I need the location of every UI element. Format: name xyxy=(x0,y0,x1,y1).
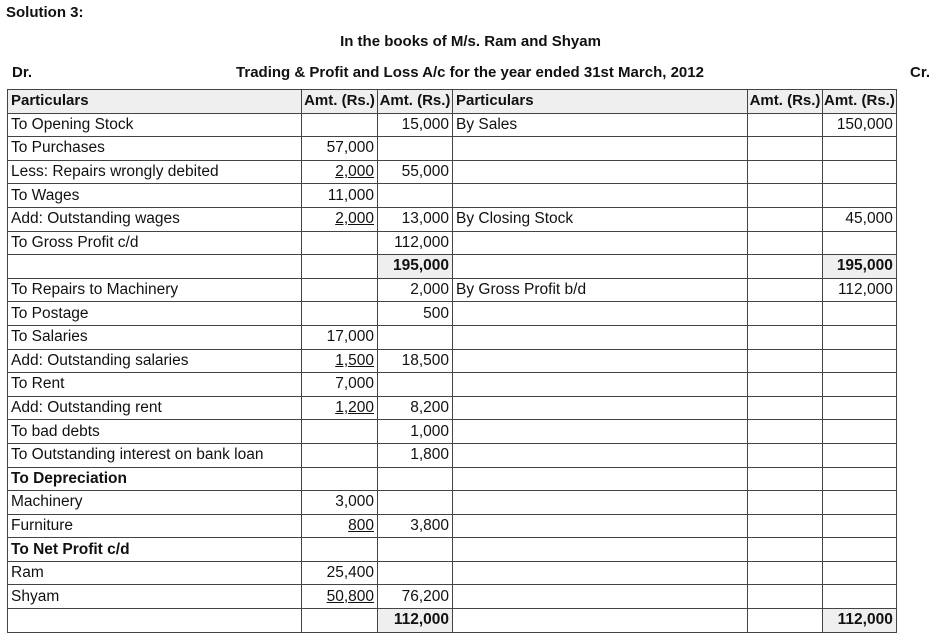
debit-amount-1 xyxy=(302,302,378,326)
debit-amount-2: 8,200 xyxy=(378,396,453,420)
debit-particulars: Machinery xyxy=(8,491,302,515)
debit-particulars: To Wages xyxy=(8,184,302,208)
credit-amount-2 xyxy=(823,467,897,491)
debit-particulars: Furniture xyxy=(8,514,302,538)
table-row xyxy=(8,373,897,397)
debit-amount-1 xyxy=(302,585,378,609)
header-particulars-debit: Particulars xyxy=(8,90,302,114)
debit-amount-2 xyxy=(378,538,453,562)
debit-particulars: To Gross Profit c/d xyxy=(8,231,302,255)
header-amount-debit-1: Amt. (Rs.) xyxy=(302,90,378,114)
debit-amount-1 xyxy=(302,255,378,279)
credit-particulars xyxy=(453,514,748,538)
credit-amount-2 xyxy=(823,561,897,585)
credit-amount-1 xyxy=(748,278,823,302)
debit-amount-2: 1,000 xyxy=(378,420,453,444)
debit-amount-2: 76,200 xyxy=(378,585,453,609)
credit-particulars xyxy=(453,585,748,609)
header-amount-credit-1: Amt. (Rs.) xyxy=(748,90,823,114)
debit-amount-2: 15,000 xyxy=(378,113,453,137)
header-row xyxy=(8,90,897,114)
credit-particulars xyxy=(453,396,748,420)
credit-amount-2 xyxy=(823,514,897,538)
credit-amount-1 xyxy=(748,255,823,279)
credit-total: 195,000 xyxy=(823,255,897,279)
debit-amount-1: 7,000 xyxy=(302,373,378,397)
underlined-amount: 50,800 xyxy=(326,587,374,605)
underlined-amount: 2,000 xyxy=(335,210,374,228)
credit-amount-2 xyxy=(823,137,897,161)
credit-amount-2 xyxy=(823,184,897,208)
credit-amount-2 xyxy=(823,491,897,515)
credit-particulars xyxy=(453,160,748,184)
debit-particulars: To Rent xyxy=(8,373,302,397)
credit-amount-2: 45,000 xyxy=(823,207,897,231)
debit-amount-2 xyxy=(378,325,453,349)
underlined-amount: 1,500 xyxy=(335,351,374,369)
account-title-row xyxy=(8,64,932,84)
total-row xyxy=(8,609,897,633)
credit-particulars xyxy=(453,467,748,491)
credit-particulars xyxy=(453,443,748,467)
debit-section-heading: To Depreciation xyxy=(8,467,302,491)
credit-amount-1 xyxy=(748,609,823,633)
credit-particulars xyxy=(453,137,748,161)
debit-total: 195,000 xyxy=(378,255,453,279)
debit-amount-1 xyxy=(302,278,378,302)
debit-amount-2: 18,500 xyxy=(378,349,453,373)
underlined-amount: 800 xyxy=(348,516,374,534)
debit-particulars: Add: Outstanding wages xyxy=(8,207,302,231)
debit-particulars xyxy=(8,255,302,279)
debit-particulars: Shyam xyxy=(8,585,302,609)
total-row xyxy=(8,255,897,279)
debit-label: Dr. xyxy=(12,64,33,81)
credit-amount-1 xyxy=(748,467,823,491)
debit-amount-2: 1,800 xyxy=(378,443,453,467)
books-heading: In the books of M/s. Ram and Shyam xyxy=(340,33,601,50)
debit-total: 112,000 xyxy=(378,609,453,633)
debit-particulars: To bad debts xyxy=(8,420,302,444)
credit-amount-2 xyxy=(823,302,897,326)
table-row xyxy=(8,278,897,302)
debit-particulars xyxy=(8,609,302,633)
debit-particulars: To Salaries xyxy=(8,325,302,349)
table-row xyxy=(8,561,897,585)
debit-amount-2: 500 xyxy=(378,302,453,326)
credit-total: 112,000 xyxy=(823,609,897,633)
credit-particulars xyxy=(453,255,748,279)
debit-amount-1 xyxy=(302,467,378,491)
credit-label: Cr. xyxy=(909,64,930,81)
debit-amount-2: 55,000 xyxy=(378,160,453,184)
credit-amount-2 xyxy=(823,585,897,609)
credit-amount-1 xyxy=(748,325,823,349)
debit-amount-1: 25,400 xyxy=(302,561,378,585)
table-row xyxy=(8,585,897,609)
credit-amount-1 xyxy=(748,514,823,538)
credit-amount-2 xyxy=(823,160,897,184)
debit-particulars: Ram xyxy=(8,561,302,585)
credit-amount-1 xyxy=(748,302,823,326)
debit-amount-1 xyxy=(302,207,378,231)
table-row xyxy=(8,113,897,137)
debit-amount-1 xyxy=(302,231,378,255)
credit-particulars xyxy=(453,491,748,515)
trading-pl-table xyxy=(7,89,897,633)
credit-amount-1 xyxy=(748,491,823,515)
credit-amount-1 xyxy=(748,443,823,467)
credit-amount-1 xyxy=(748,373,823,397)
debit-particulars: To Outstanding interest on bank loan xyxy=(8,443,302,467)
debit-amount-2 xyxy=(378,467,453,491)
debit-amount-1 xyxy=(302,160,378,184)
credit-particulars: By Gross Profit b/d xyxy=(453,278,748,302)
credit-amount-1 xyxy=(748,231,823,255)
debit-amount-1: 3,000 xyxy=(302,491,378,515)
credit-amount-1 xyxy=(748,207,823,231)
debit-particulars: Add: Outstanding salaries xyxy=(8,349,302,373)
credit-amount-1 xyxy=(748,160,823,184)
debit-amount-2 xyxy=(378,184,453,208)
credit-particulars xyxy=(453,349,748,373)
credit-particulars xyxy=(453,373,748,397)
debit-amount-1 xyxy=(302,538,378,562)
debit-particulars: To Repairs to Machinery xyxy=(8,278,302,302)
credit-amount-2 xyxy=(823,443,897,467)
header-particulars-credit: Particulars xyxy=(453,90,748,114)
debit-amount-2: 13,000 xyxy=(378,207,453,231)
debit-amount-1 xyxy=(302,396,378,420)
credit-amount-2 xyxy=(823,420,897,444)
debit-amount-1 xyxy=(302,420,378,444)
credit-particulars xyxy=(453,561,748,585)
credit-particulars xyxy=(453,231,748,255)
debit-amount-2 xyxy=(378,561,453,585)
solution-label: Solution 3: xyxy=(6,4,84,21)
table-row xyxy=(8,231,897,255)
table-row xyxy=(8,538,897,562)
debit-particulars: To Opening Stock xyxy=(8,113,302,137)
underlined-amount: 2,000 xyxy=(335,163,374,181)
table-row xyxy=(8,349,897,373)
debit-particulars: Less: Repairs wrongly debited xyxy=(8,160,302,184)
credit-amount-1 xyxy=(748,396,823,420)
table-row xyxy=(8,420,897,444)
credit-amount-1 xyxy=(748,184,823,208)
credit-amount-2 xyxy=(823,373,897,397)
header-amount-debit-2: Amt. (Rs.) xyxy=(378,90,453,114)
debit-particulars: Add: Outstanding rent xyxy=(8,396,302,420)
credit-particulars xyxy=(453,538,748,562)
account-title: Trading & Profit and Loss A/c for the year ended 31st March, 2012 xyxy=(236,64,704,81)
table-row xyxy=(8,160,897,184)
debit-amount-1: 57,000 xyxy=(302,137,378,161)
table-row xyxy=(8,396,897,420)
credit-amount-1 xyxy=(748,113,823,137)
debit-amount-1 xyxy=(302,443,378,467)
credit-amount-1 xyxy=(748,349,823,373)
debit-amount-2: 3,800 xyxy=(378,514,453,538)
debit-amount-2: 112,000 xyxy=(378,231,453,255)
table-row xyxy=(8,325,897,349)
credit-particulars xyxy=(453,325,748,349)
credit-particulars xyxy=(453,302,748,326)
credit-amount-2: 112,000 xyxy=(823,278,897,302)
credit-particulars xyxy=(453,184,748,208)
debit-amount-2: 2,000 xyxy=(378,278,453,302)
credit-amount-2 xyxy=(823,325,897,349)
table-row xyxy=(8,137,897,161)
debit-section-heading: To Net Profit c/d xyxy=(8,538,302,562)
credit-amount-2 xyxy=(823,231,897,255)
debit-amount-2 xyxy=(378,373,453,397)
table-row xyxy=(8,514,897,538)
debit-amount-1 xyxy=(302,609,378,633)
credit-amount-2 xyxy=(823,538,897,562)
debit-amount-1 xyxy=(302,514,378,538)
table-row xyxy=(8,443,897,467)
credit-amount-1 xyxy=(748,538,823,562)
credit-amount-1 xyxy=(748,137,823,161)
underlined-amount: 1,200 xyxy=(335,399,374,417)
credit-particulars xyxy=(453,609,748,633)
debit-particulars: To Postage xyxy=(8,302,302,326)
credit-amount-1 xyxy=(748,585,823,609)
credit-amount-2 xyxy=(823,349,897,373)
credit-amount-2: 150,000 xyxy=(823,113,897,137)
table-row xyxy=(8,491,897,515)
credit-amount-1 xyxy=(748,561,823,585)
debit-particulars: To Purchases xyxy=(8,137,302,161)
credit-amount-2 xyxy=(823,396,897,420)
debit-amount-1 xyxy=(302,113,378,137)
debit-amount-2 xyxy=(378,491,453,515)
table-row xyxy=(8,184,897,208)
credit-particulars: By Sales xyxy=(453,113,748,137)
credit-particulars: By Closing Stock xyxy=(453,207,748,231)
credit-amount-1 xyxy=(748,420,823,444)
credit-particulars xyxy=(453,420,748,444)
header-amount-credit-2: Amt. (Rs.) xyxy=(823,90,897,114)
debit-amount-1 xyxy=(302,349,378,373)
debit-amount-1: 17,000 xyxy=(302,325,378,349)
table-row xyxy=(8,207,897,231)
debit-amount-1: 11,000 xyxy=(302,184,378,208)
table-row xyxy=(8,467,897,491)
debit-amount-2 xyxy=(378,137,453,161)
table-row xyxy=(8,302,897,326)
